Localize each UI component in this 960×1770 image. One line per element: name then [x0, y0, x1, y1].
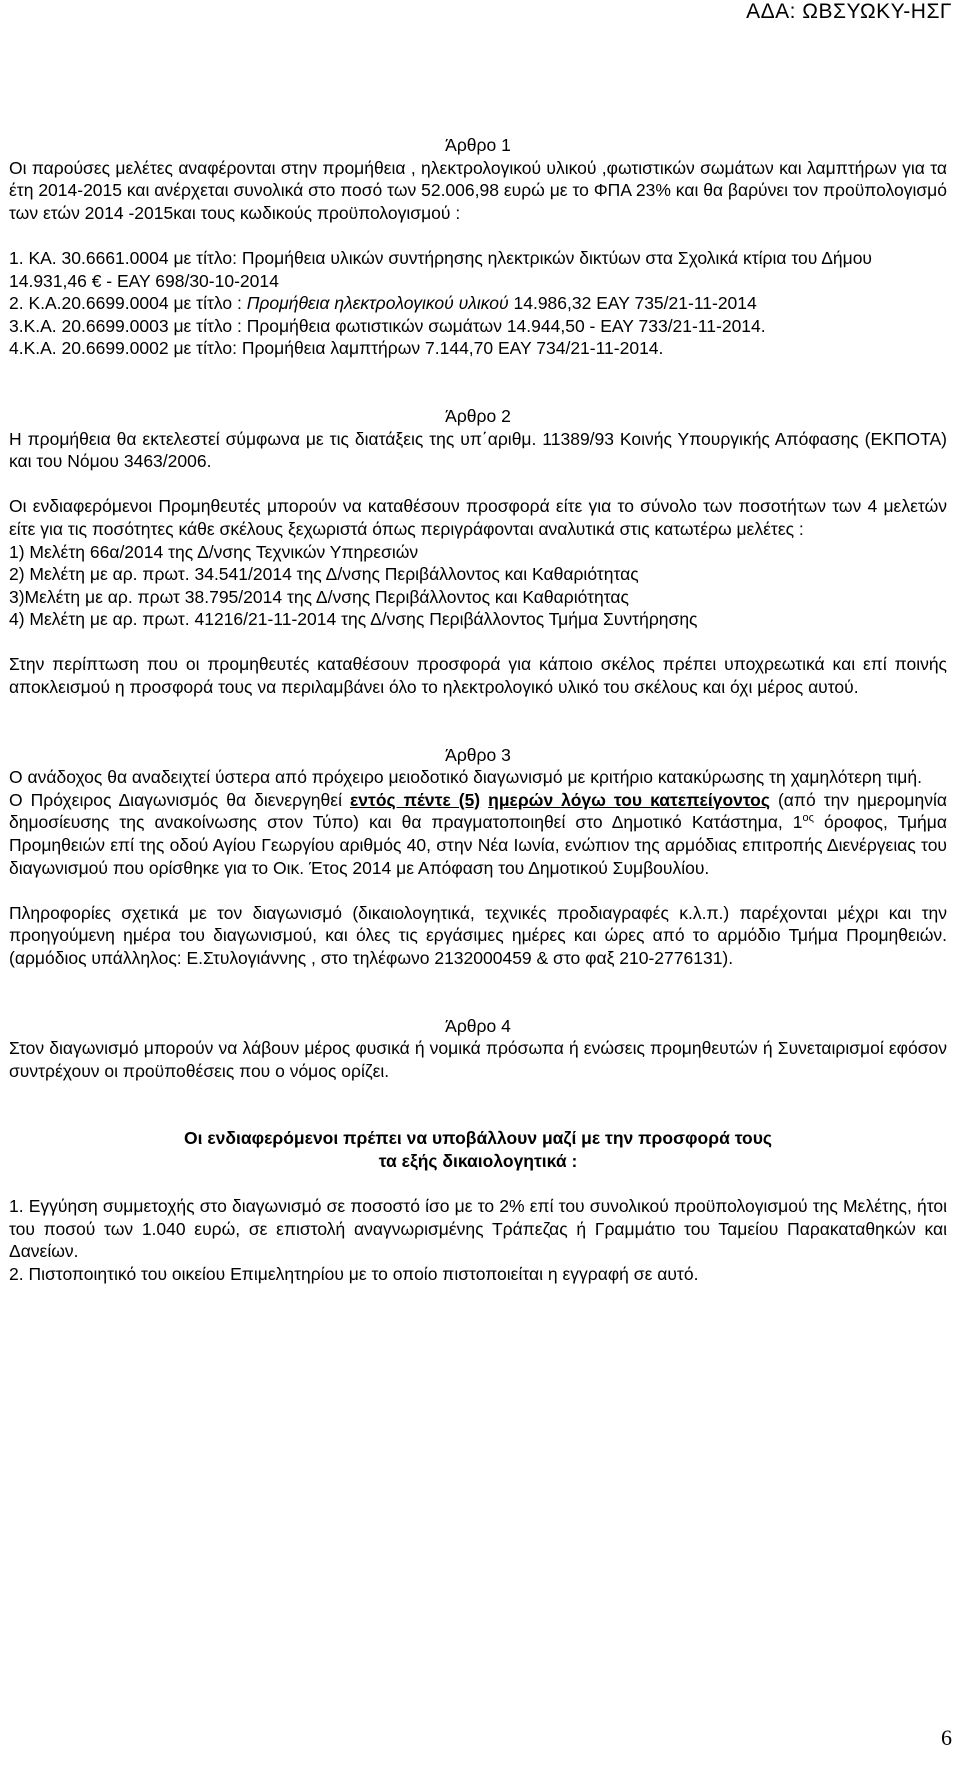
budget-item-2 [9, 292, 947, 315]
study-item-3: 3)Μελέτη με αρ. πρωτ 38.795/2014 της Δ/νσης Περιβάλλοντος και Καθαριότητας [9, 586, 629, 607]
document-body [9, 134, 947, 1286]
budget-item-4: 4.Κ.Α. 20.6699.0002 με τίτλο: Προμήθεια λαμπτήρων 7.144,70 ΕΑΥ 734/21-11-2014. [9, 338, 664, 359]
space [480, 790, 488, 810]
study-item-4: 4) Μελέτη με αρ. πρωτ. 41216/21-11-2014 της Δ/νσης Περιβάλλοντος Τμήμα Συντήρησης [9, 609, 698, 630]
article-3-para-3: Πληροφορίες σχετικά με τον διαγωνισμό (δικαιολογητικά, τεχνικές προδιαγραφές κ.λ.π.) παρέχονται μέχρι και την προηγούμενη ημέρα του διαγωνισμού, και όλες τις εργάσιμες ημέρες και ώρες από το αρμόδιο Τμήμα Προμηθειών. (αρμόδιος υπάλληλος: Ε.Στυλογιάννης , στο τηλέφωνο 2132000459 & στο φαξ 210-2776131). [9, 902, 947, 968]
budget-item-3: 3.Κ.Α. 20.6699.0003 με τίτλο : Προμήθεια φωτιστικών σωμάτων 14.944,50 - ΕΑΥ 733/21-11-2014. [9, 315, 766, 336]
study-item-2: 2) Μελέτη με αρ. πρωτ. 34.541/2014 της Δ/νσης Περιβάλλοντος και Καθαριότητας [9, 564, 639, 585]
documents-item-2: 2. Πιστοποιητικό του οικείου Επιμελητηρίου με το οποίο πιστοποιείται η εγγραφή σε αυτό. [9, 1263, 699, 1284]
article-2-title: Άρθρο 2 [445, 405, 511, 426]
article-2-para-1: Η προμήθεια θα εκτελεστεί σύμφωνα με τις διατάξεις της υπ΄αριθμ. 11389/93 Κοινής Υπουργικής Απόφασης (ΕΚΠΟΤΑ) και του Νόμου 3463/2006. [9, 428, 947, 472]
article-3-title: Άρθρο 3 [445, 744, 511, 765]
article-3-para-2-b: (από την ημερομηνία δημοσίευσης της ανακοίνωσης στον Τύπο) και θα πραγματοποιηθεί στο Δημοτικό Κατάστημα, 1 [9, 789, 947, 833]
ada-header: ΑΔΑ: ΩΒΣΥΩΚΥ-ΗΣΓ [746, 0, 952, 23]
article-1-title: Άρθρο 1 [445, 135, 511, 155]
article-3-para-2-a: Ο Πρόχειρος Διαγωνισμός θα διενεργηθεί [9, 789, 350, 810]
article-3-para-1: Ο ανάδοχος θα αναδειχτεί ύστερα από πρόχειρο μειοδοτικό διαγωνισμό με κριτήριο κατακύρωσης τη χαμηλότερη τιμή. [9, 767, 922, 788]
article-2-para-3: Στην περίπτωση που οι προμηθευτές καταθέσουν προσφορά για κάποιο σκέλος πρέπει υποχρεωτικά και επί ποινής αποκλεισμού η προσφορά τους να περιλαμβάνει όλο το ηλεκτρολογικό υλικό του σκέλους και όχι μέρος αυτού. [9, 654, 947, 698]
article-4-para-1: Στον διαγωνισμό μπορούν να λάβουν μέρος φυσικά ή νομικά πρόσωπα ή ενώσεις προμηθευτών ή Συνεταιρισμοί εφόσον συντρέχουν οι προϋποθέσεις που ο νόμος ορίζει. [9, 1038, 947, 1081]
study-item-1: 1) Μελέτη 66α/2014 της Δ/νσης Τεχνικών Υπηρεσιών [9, 541, 419, 562]
budget-item-2-suffix: 14.986,32 ΕΑΥ 735/21-11-2014 [508, 293, 757, 314]
floor-ordinal: ος [802, 812, 814, 825]
documents-heading-2: τα εξής δικαιολογητικά : [378, 1150, 578, 1171]
article-3-para-2 [9, 789, 947, 879]
article-3-para-2-c: όροφος, Τμήμα Προμηθειών επί της οδού Αγίου Γεωργίου αριθμός 40, στην Νέα Ιωνία, ενώπιον της αρμόδιας επιτροπής Διενέργειας του διαγωνισμού που ορίσθηκε για το Οικ. Έτος 2014 με Απόφαση του Δημοτικού Συμβουλίου. [9, 812, 947, 878]
deadline-days: εντός πέντε (5) [349, 789, 481, 810]
budget-item-2-title: Προμήθεια ηλεκτρολογικού υλικού [246, 293, 509, 314]
article-2-para-2: Οι ενδιαφερόμενοι Προμηθευτές μπορούν να καταθέσουν προσφορά είτε για το σύνολο των ποσοτήτων των 4 μελετών είτε για τις ποσότητες κάθε σκέλους ξεχωριστά όπως περιγράφονται αναλυτικά στις κατωτέρω μελέτες : [9, 496, 947, 539]
article-4-title: Άρθρο 4 [445, 1015, 511, 1036]
budget-item-2-prefix: 2. Κ.Α.20.6699.0004 με τίτλο : [9, 293, 247, 314]
documents-heading-1: Οι ενδιαφερόμενοι πρέπει να υποβάλλουν μαζί με την προσφορά τους [183, 1128, 772, 1149]
budget-item-1: 1. ΚΑ. 30.6661.0004 με τίτλο: Προμήθεια υλικών συντήρησης ηλεκτρικών δικτύων στα Σχολικά κτίρια του Δήμου 14.931,46 € - ΕΑΥ 698/30-10-2014 [9, 247, 873, 291]
page-number: 6 [941, 1725, 952, 1750]
documents-item-1: 1. Εγγύηση συμμετοχής στο διαγωνισμό σε ποσοστό ίσο με το 2% επί του συνολικού προϋπολογισμού της Μελέτης, ήτοι του ποσού των 1.040 ευρώ, σε επιστολή αναγνωρισμένης Τράπεζας ή Γραμμάτιο του Ταμείου Παρακαταθηκών και Δανείων. [9, 1196, 947, 1262]
article-1-intro: Οι παρούσες μελέτες αναφέρονται στην προμήθεια , ηλεκτρολογικού υλικού ,φωτιστικών σωμάτων και λαμπτήρων για τα έτη 2014-2015 και ανέρχεται συνολικά στο ποσό των 52.006,98 ευρώ με το ΦΠΑ 23% και θα βαρύνει τον προϋπολογισμό των ετών 2014 -2015και τους κωδικούς προϋπολογισμού : [9, 157, 947, 223]
urgency-reason: ημερών λόγω του κατεπείγοντος [488, 789, 770, 810]
